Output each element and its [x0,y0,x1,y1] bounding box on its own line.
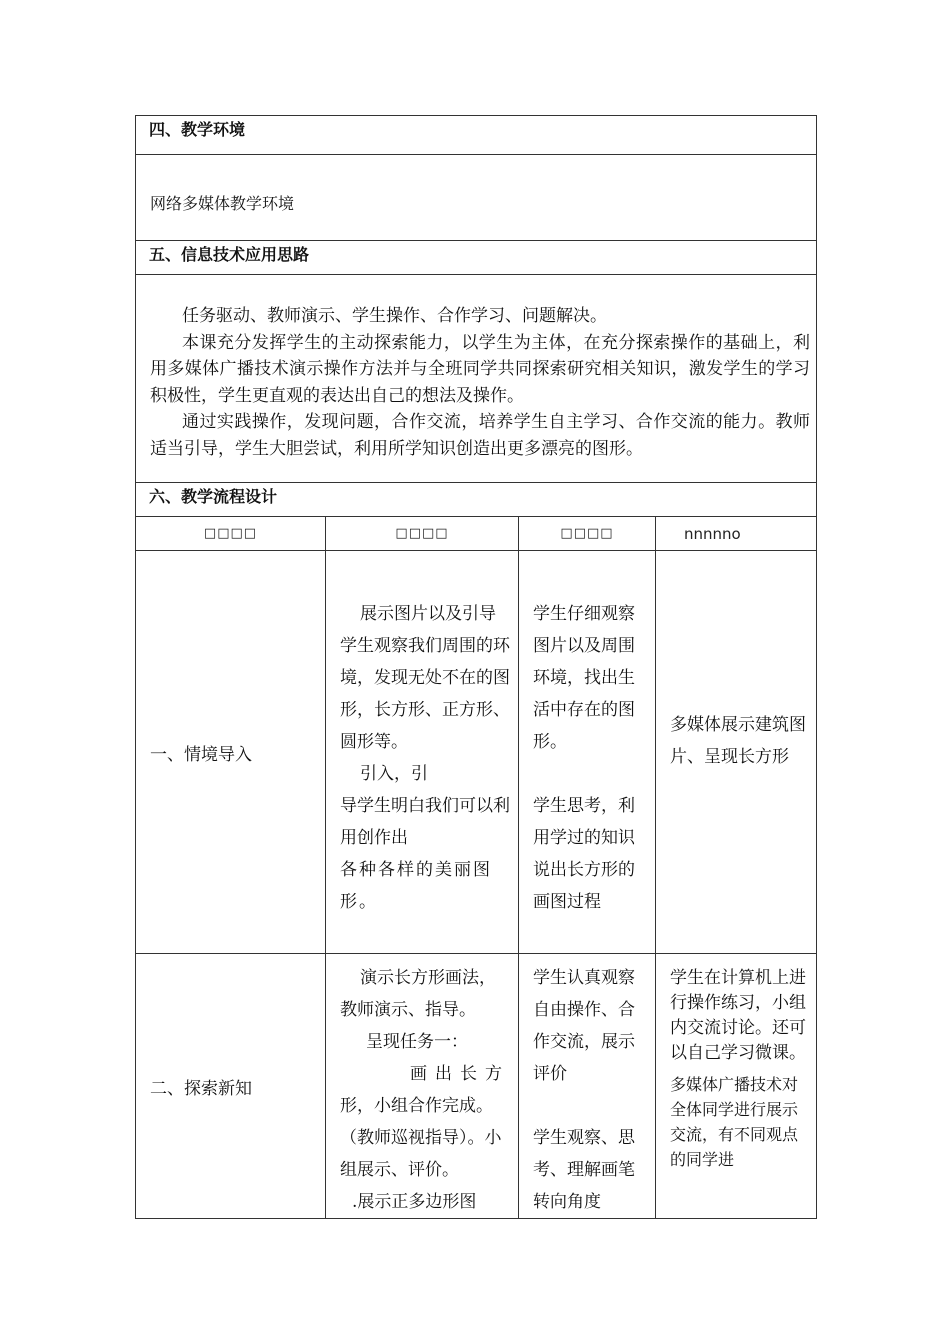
student-text: 学生仔细观察图片以及周围环境，找出生活中存在的图形。 [533,604,635,752]
teacher-text: 导学生明白我们可以利用创作出 [340,796,510,848]
teacher-activity [326,551,519,954]
teacher-activity [326,954,519,1219]
media-use [656,551,817,954]
teacher-text: 各种各样的美丽图形。 [340,860,492,912]
student-text: 学生认真观察自由操作、合作交流，展示评价 [533,968,635,1084]
teacher-text: 呈现任务一： [366,1032,468,1052]
teacher-text: .展示正多边形图 [352,1192,477,1212]
it-paragraph: 任务驱动、教师演示、学生操作、合作学习、问题解决。 [182,306,607,326]
section-heading-it-approach: 五、信息技术应用思路 [136,241,817,275]
column-header: nnnnno [656,517,817,551]
teacher-text: 形，小组合作完成。（教师巡视指导）。小组展示、评价。 [340,1096,502,1180]
media-text: 多媒体广播技术对全体同学进行展示交流，有不同观点的同学进 [670,1075,799,1169]
media-use [656,954,817,1219]
column-header: □□□□ [519,517,656,551]
column-header: □□□□ [136,517,326,551]
it-paragraph: 通过实践操作，发现问题，合作交流，培养学生自主学习、合作交流的能力。教师适当引导，学生大胆尝试，利用所学知识创造出更多漂亮的图形。 [150,412,811,459]
teacher-text: 演示长方形画法，教师演示、指导。 [340,968,496,1020]
it-paragraph: 本课充分发挥学生的主动探索能力，以学生为主体，在充分探索操作的基础上，利用多媒体广播技术演示操作方法并与全班同学共同探索研究相关知识，激发学生的学习积极性，学生更直观的表达出自己的想法及操作。 [150,332,811,406]
lesson-plan-table [135,115,817,1219]
column-header: □□□□ [326,517,519,551]
student-activity [519,551,656,954]
environment-text: 网络多媒体教学环境 [136,155,817,241]
spacer [533,758,649,790]
student-activity [519,954,656,1219]
student-text: 学生思考，利用学过的知识说出长方形的画图过程 [533,796,635,912]
table-row [136,954,817,1219]
flow-header-row [136,517,817,551]
student-text: 学生观察、思考、理解画笔转向角度 [533,1128,635,1212]
teacher-text: 引入，引 [360,764,428,784]
teacher-text: 画出长方 [410,1064,510,1084]
teacher-text: 展示图片以及引导学生观察我们周围的环境，发现无处不在的图形，长方形、正方形、圆形等。 [340,604,510,752]
section-heading-environment: 四、教学环境 [136,116,817,155]
it-approach-text [136,275,817,483]
media-text: 学生在计算机上进行操作练习，小组内交流讨论。还可以自己学习微课。 [670,968,806,1063]
media-text: 多媒体展示建筑图片、呈现长方形 [670,715,806,767]
document-page [135,115,816,1213]
table-row [136,551,817,954]
section-heading-flow-design: 六、教学流程设计 [136,483,817,517]
stage-name: 二、探索新知 [136,954,326,1219]
stage-name: 一、情境导入 [136,551,326,954]
spacer [533,1090,649,1122]
